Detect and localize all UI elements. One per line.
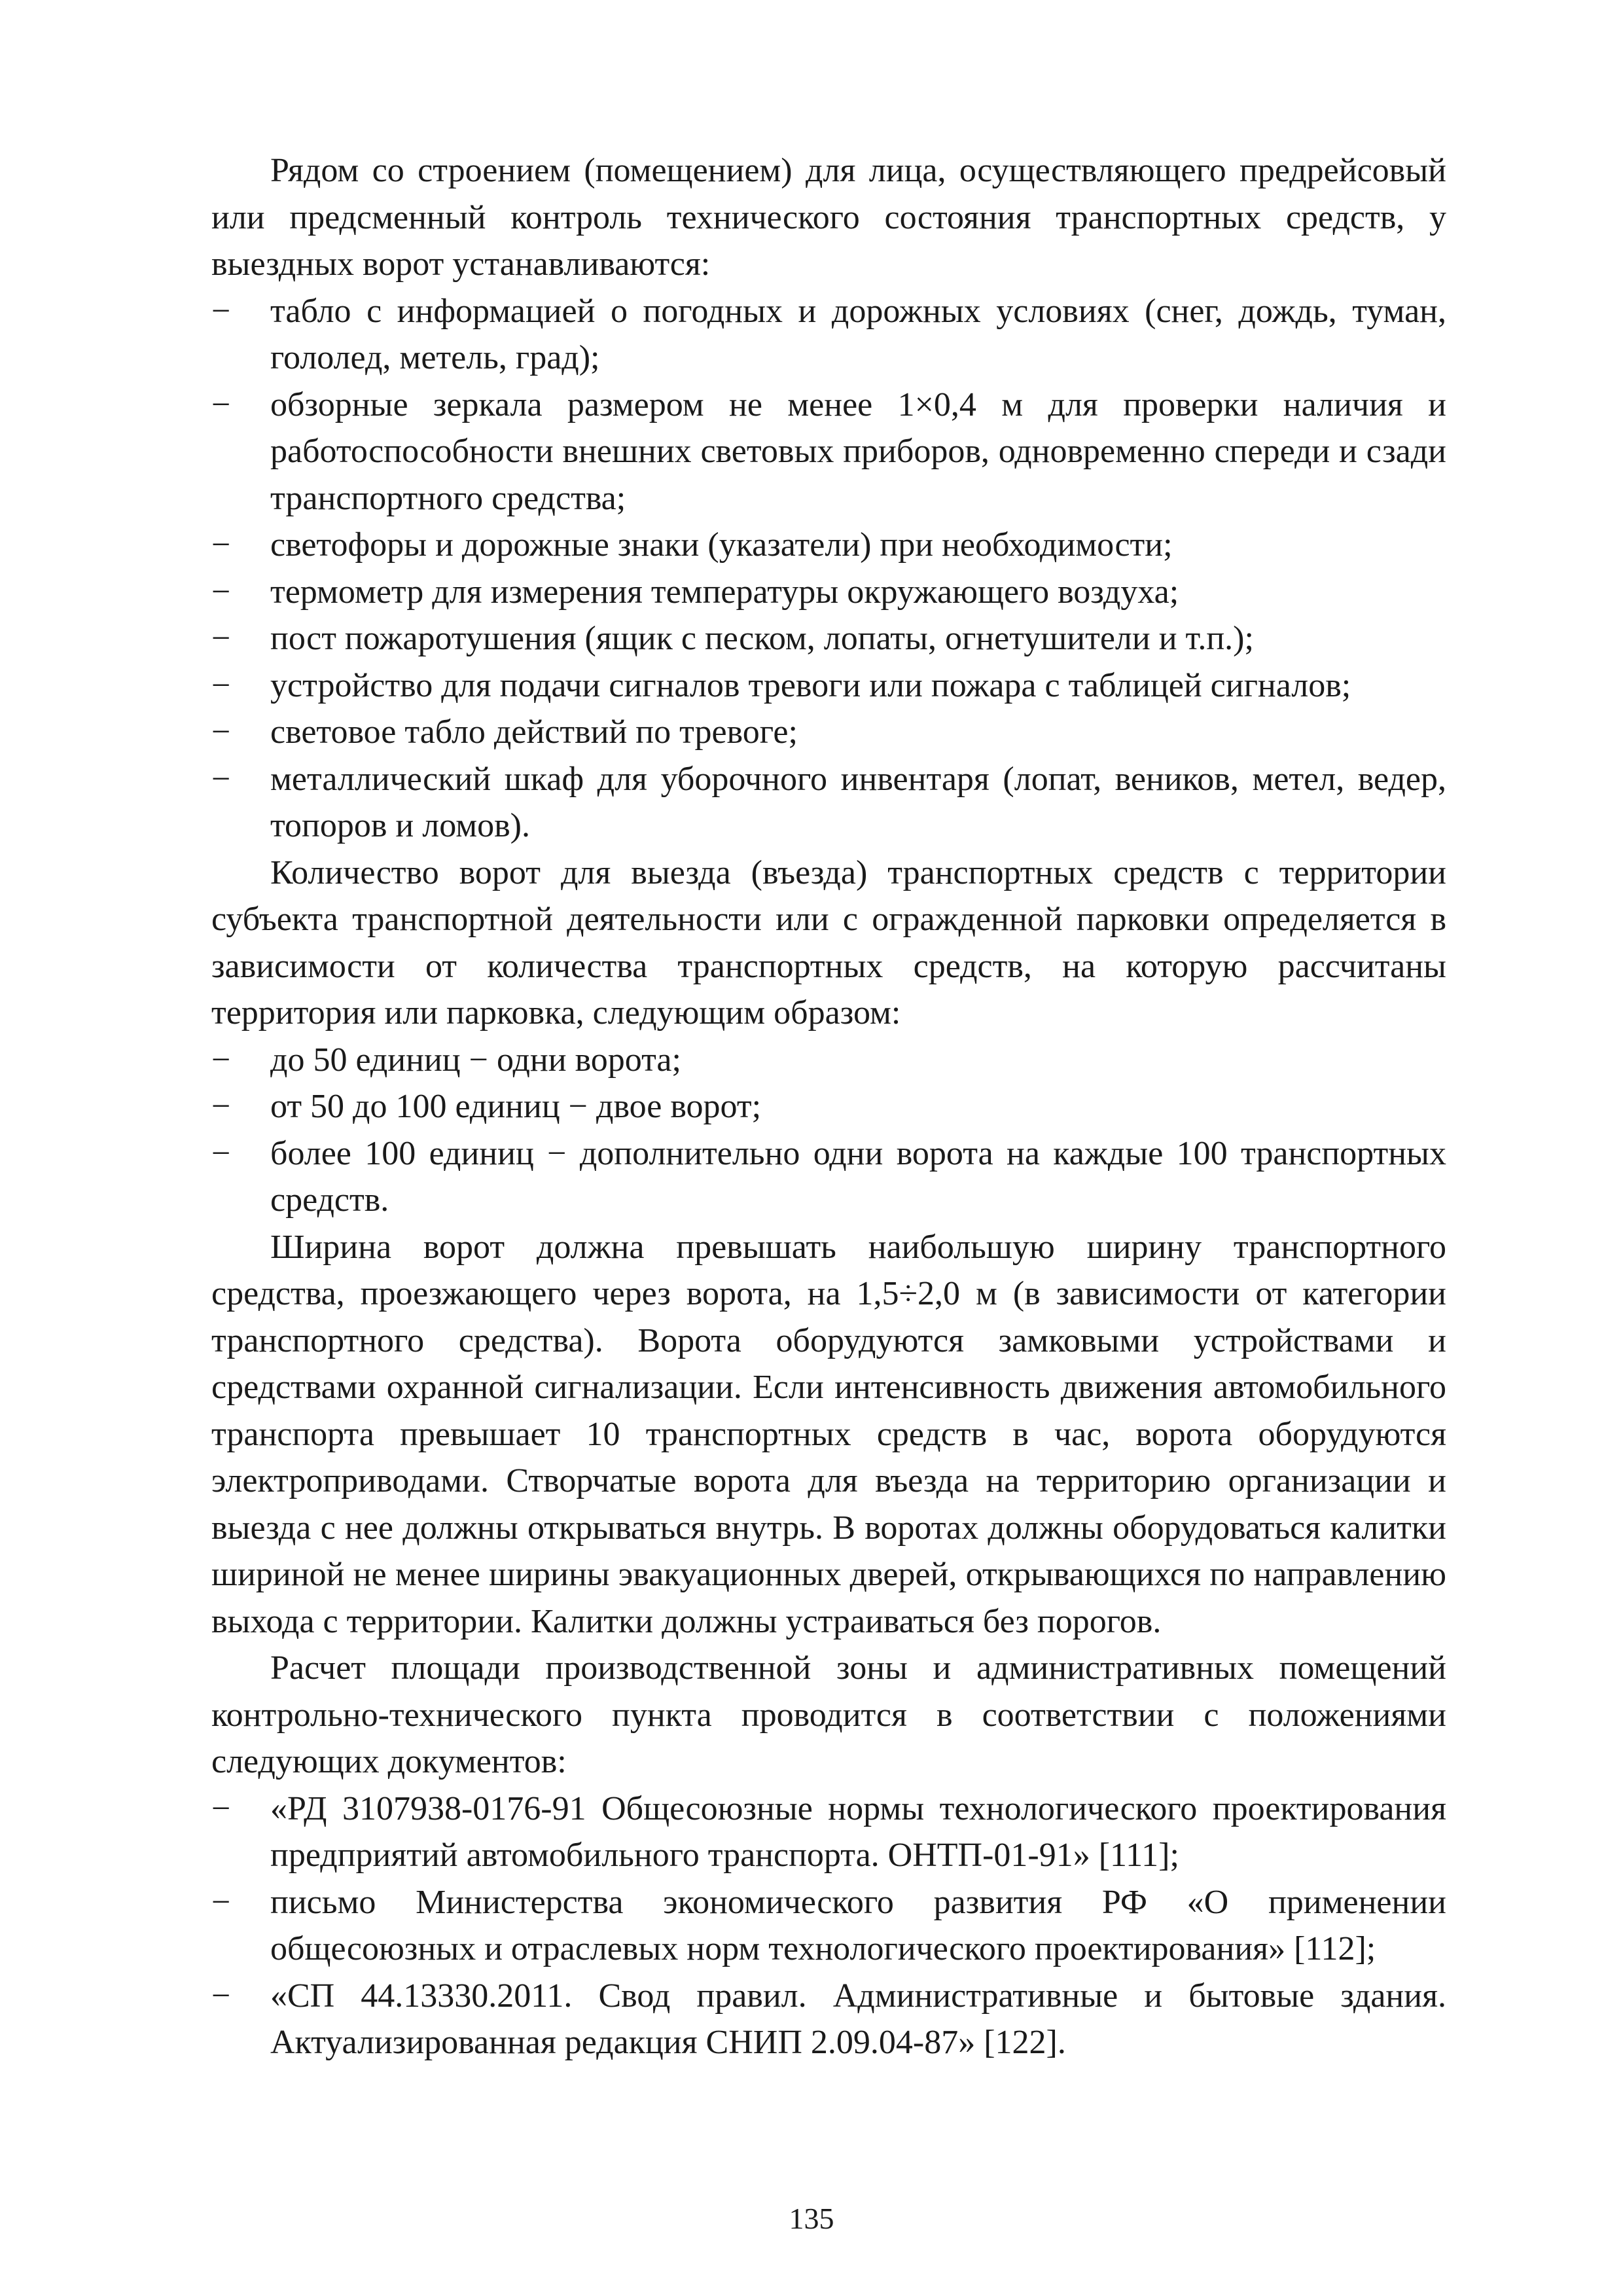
list-item: [211, 1785, 1446, 1879]
document-body: [211, 147, 1446, 2066]
list-item: [211, 756, 1446, 850]
list-item-text: от 50 до 100 единиц − двое ворот;: [270, 1088, 762, 1125]
dash-bullet: −: [211, 1789, 231, 1827]
dash-bullet: −: [211, 620, 231, 657]
page-number: 135: [789, 2202, 834, 2235]
list-item-text: устройство для подачи сигналов тревоги или пожара с таблицей сигналов;: [270, 666, 1351, 704]
list-item-text: «РД 3107938-0176-91 Общесоюзные нормы технологического проектирования предприятий автомобильного транспорта. ОНТП-01-91» [111];: [270, 1789, 1446, 1874]
list-item-text: до 50 единиц − одни ворота;: [270, 1041, 681, 1079]
list-item: [211, 522, 1446, 569]
paragraph-area-calculation: Расчет площади производственной зоны и административных помещений контрольно-технического пункта проводится в соответствии с положениями следующих документов:: [211, 1649, 1446, 1780]
list-item-text: «СП 44.13330.2011. Свод правил. Административные и бытовые здания. Актуализированная редакция СНИП 2.09.04-87» [122].: [270, 1977, 1446, 2061]
dash-bullet: −: [211, 1883, 231, 1921]
list-item-text: более 100 единиц − дополнительно одни ворота на каждые 100 транспортных средств.: [270, 1134, 1446, 1219]
list-item-text: обзорные зеркала размером не менее 1×0,4 м для проверки наличия и работоспособности внешних световых приборов, одновременно спереди и сзади транспортного средства;: [270, 386, 1446, 517]
dash-bullet: −: [211, 386, 231, 423]
list-item: [211, 662, 1446, 709]
list-item: [211, 1973, 1446, 2066]
dash-bullet: −: [211, 760, 231, 798]
dash-bullet: −: [211, 1041, 231, 1079]
list-item-text: письмо Министерства экономического развития РФ «О применении общесоюзных и отраслевых норм технологического проектирования» [112];: [270, 1883, 1446, 1967]
list-item-text: металлический шкаф для уборочного инвентаря (лопат, веников, метел, ведер, топоров и ломов).: [270, 760, 1446, 844]
list-reference-documents: [211, 1785, 1446, 2066]
list-item: [211, 1037, 1446, 1084]
list-item: [211, 709, 1446, 756]
list-item-text: термометр для измерения температуры окружающего воздуха;: [270, 573, 1179, 611]
dash-bullet: −: [211, 1088, 231, 1125]
list-item-text: пост пожаротушения (ящик с песком, лопаты, огнетушители и т.п.);: [270, 620, 1254, 657]
list-item: [211, 1130, 1446, 1224]
list-item: [211, 1083, 1446, 1130]
list-item-text: световое табло действий по тревоге;: [270, 713, 798, 751]
list-item: [211, 382, 1446, 522]
list-item-text: табло с информацией о погодных и дорожных условиях (снег, дождь, туман, гололед, метель, град);: [270, 292, 1446, 376]
paragraph-gate-count: Количество ворот для выезда (въезда) транспортных средств с территории субъекта транспортной деятельности или с огражденной парковки определяется в зависимости от количества транспортных средств, на которую рассчитаны территория или парковка, следующим образом:: [211, 853, 1446, 1031]
dash-bullet: −: [211, 1977, 231, 2015]
list-item: [211, 1879, 1446, 1973]
paragraph-gate-width: Ширина ворот должна превышать наибольшую ширину транспортного средства, проезжающего через ворота, на 1,5÷2,0 м (в зависимости от категории транспортного средства). Ворота оборудуются замковыми устройствами и средствами охранной сигнализации. Если интенсивность движения автомобильного транспорта превышает 10 транспортных средств в час, ворота оборудуются электроприводами. Створчатые ворота для въезда на территорию организации и выезда с нее должны открываться внутрь. В воротах должны оборудоваться калитки шириной не менее ширины эвакуационных дверей, открывающихся по направлению выхода с территории. Калитки должны устраиваться без порогов.: [211, 1228, 1446, 1640]
paragraph-observation-point: Рядом со строением (помещением) для лица, осуществляющего предрейсовый или предсменный контроль технического состояния транспортных средств, у выездных ворот устанавливаются:: [211, 152, 1446, 283]
list-gate-equipment: [211, 288, 1446, 850]
list-gate-count-rules: [211, 1037, 1446, 1224]
dash-bullet: −: [211, 292, 231, 330]
dash-bullet: −: [211, 1134, 231, 1172]
dash-bullet: −: [211, 666, 231, 704]
list-item-text: светофоры и дорожные знаки (указатели) при необходимости;: [270, 526, 1173, 564]
list-item: [211, 615, 1446, 662]
list-item: [211, 569, 1446, 616]
list-item: [211, 288, 1446, 382]
dash-bullet: −: [211, 526, 231, 564]
dash-bullet: −: [211, 573, 231, 611]
dash-bullet: −: [211, 713, 231, 751]
